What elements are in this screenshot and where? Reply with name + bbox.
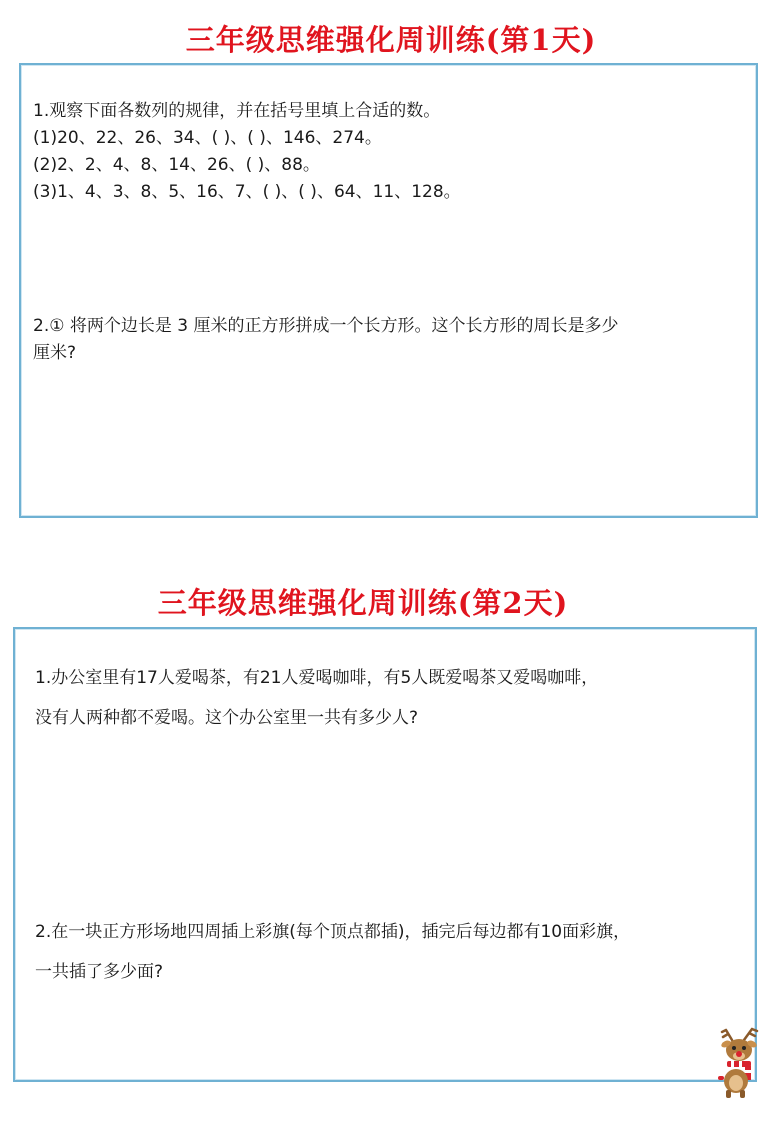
day1-q1-item-2: (2)2、2、4、8、14、26、( )、88。 <box>33 155 320 175</box>
day1-title: 三年级思维强化周训练(第1天) <box>185 23 597 57</box>
day2-q1-line-2: 没有人两种都不爱喝。这个办公室里一共有多少人? <box>35 708 419 728</box>
day2-q2-line-2: 一共插了多少面? <box>35 962 164 982</box>
day1-q2-line-2: 厘米? <box>33 343 77 363</box>
day2-q2-line-1: 2.在一块正方形场地四周插上彩旗(每个顶点都插)，插完后每边都有10面彩旗， <box>35 922 631 942</box>
day1-q2-line-1: 2.① 将两个边长是 3 厘米的正方形拼成一个长方形。这个长方形的周长是多少 <box>33 316 619 336</box>
day2-worksheet-box <box>13 627 757 1082</box>
day1-worksheet-box <box>19 63 758 518</box>
day2-question-2 <box>35 912 747 992</box>
day1-q1-stem: 1.观察下面各数列的规律，并在括号里填上合适的数。 <box>33 101 441 121</box>
day2-question-1 <box>35 658 747 738</box>
day1-q1-item-1: (1)20、22、26、34、( )、( )、146、274。 <box>33 128 382 148</box>
day1-q1-item-3: (3)1、4、3、8、5、16、7、( )、( )、64、11、128。 <box>33 182 461 202</box>
day2-q1-line-1: 1.办公室里有17人爱喝茶，有21人爱喝咖啡，有5人既爱喝茶又爱喝咖啡， <box>35 668 599 688</box>
day1-question-1 <box>33 98 748 206</box>
reindeer-icon <box>712 1026 768 1100</box>
day1-question-2 <box>33 313 748 367</box>
day2-title: 三年级思维强化周训练(第2天) <box>157 586 569 620</box>
